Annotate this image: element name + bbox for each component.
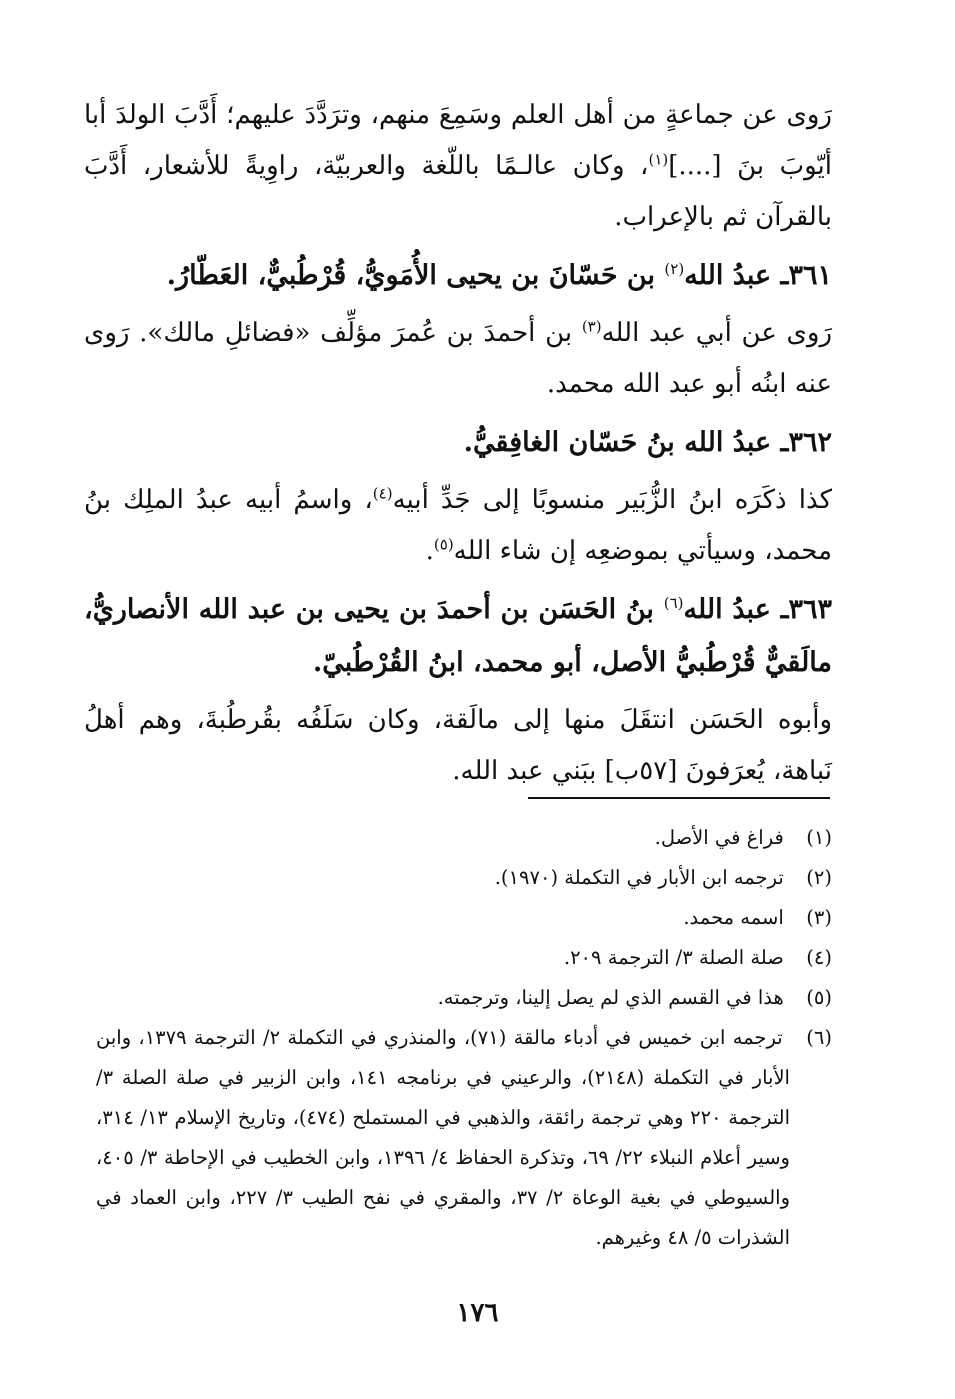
heading-text: بن حَسّانَ بن يحيى الأُمَويُّ، قُرْطُبيٌّ، العَطّارُ. (166, 260, 665, 291)
footnote-number: (٢) (806, 866, 832, 889)
footnote-ref[interactable]: (٦) (663, 594, 684, 612)
paragraph-text: . (425, 536, 434, 566)
footnote-separator (528, 797, 830, 799)
footnote-5 (96, 978, 832, 1018)
footnote-6 (96, 1018, 832, 1258)
footnote-ref[interactable]: (١) (648, 150, 669, 169)
main-text (84, 90, 832, 797)
footnote-text: اسمه محمد. (683, 906, 784, 929)
paragraph-2 (84, 308, 832, 410)
footnote-number: (٤) (806, 946, 832, 969)
paragraph-4 (84, 695, 832, 797)
entry-heading-362 (84, 416, 832, 469)
paragraph-3 (84, 475, 832, 577)
footnote-number: (٥) (806, 986, 832, 1009)
footnote-ref[interactable]: (٤) (372, 484, 393, 503)
footnotes (96, 818, 832, 1258)
footnote-4 (96, 938, 832, 978)
footnote-text: فراغ في الأصل. (654, 826, 784, 849)
footnote-number: (١) (806, 826, 832, 849)
footnote-text: صلة الصلة ٣/ الترجمة ٢٠٩. (563, 946, 784, 969)
heading-text: ٣٦٣ـ عبدُ الله (683, 594, 832, 625)
footnote-text: ترجمه ابن خميس في أدباء مالقة (٧١)، والمنذري في التكملة ٢/ الترجمة ١٣٧٩، وابن الأبار في التكملة (٢١٤٨)، والرعيني في برنامجه ١٤١، وابن الزبير في صلة الصلة ٣/ الترجمة ٢٢٠ وهي ترجمة رائقة، والذهبي في المستملح (٤٧٤)، وتاريخ الإسلام ١٣/ ٣١٤، وسير أعلام النبلاء ٢٢/ ٦٩، وتذكرة الحفاظ ٤/ ١٣٩٦، وابن الخطيب في الإحاطة ٣/ ٤٠٥، والسيوطي في بغية الوعاة ٢/ ٣٧، والمقري في نفح الطيب ٣/ ٢٢٧، وابن العماد في الشذرات ٥/ ٤٨ وغيرهم. (96, 1026, 790, 1249)
paragraph-text: كذا ذكَرَه ابنُ الزُّبَير منسوبًا إلى جَدِّ أبيه (392, 485, 832, 515)
paragraph-text: رَوى عن أبي عبد الله (601, 318, 833, 348)
footnote-3 (96, 898, 832, 938)
heading-text: ٣٦٢ـ عبدُ الله بنُ حَسّان الغافِقيُّ. (463, 427, 832, 458)
entry-heading-361 (84, 249, 832, 302)
footnote-ref[interactable]: (٥) (433, 535, 454, 554)
paragraph-text: بن أحمدَ بن عُمرَ مؤلِّف «فضائلِ مالك». رَوى عنه ابنُه أبو عبد الله محمد. (84, 318, 832, 399)
paragraph-text: وأبوه الحَسَن انتقَلَ منها إلى مالَقة، وكان سَلَفُه بقُرطُبةَ، وهم أهلُ نَباهة، يُعرَفونَ [٥٧ب] ببَني عبد الله. (84, 705, 832, 786)
entry-heading-363 (84, 583, 832, 689)
paragraph-text: رَوى عن جماعةٍ من أهل العلم وسَمِعَ منهم، وترَدَّدَ عليهم؛ أَدَّبَ الولدَ أبا أيّوبَ بنَ [....] (84, 100, 832, 181)
heading-text: ٣٦١ـ عبدُ الله (684, 260, 832, 291)
paragraph-text: ، واسمُ أبيه عبدُ الملِك بنُ محمد، وسيأتي بموضعِه إن شاء الله (84, 485, 832, 566)
footnote-2 (96, 858, 832, 898)
footnote-ref[interactable]: (٣) (581, 317, 602, 336)
footnote-1 (96, 818, 832, 858)
paragraph-1 (84, 90, 832, 243)
footnote-text: هذا في القسم الذي لم يصل إلينا، وترجمته. (437, 986, 784, 1009)
footnote-text: ترجمه ابن الأبار في التكملة (١٩٧٠). (494, 866, 784, 889)
footnote-number: (٦) (806, 1026, 832, 1049)
paragraph-text: ، وكان عالـمًا باللّغة والعربيّة، راوِيةً للأشعار، أَدَّبَ بالقرآن ثم بالإعراب. (84, 151, 832, 232)
footnote-number: (٣) (806, 906, 832, 929)
footnote-ref[interactable]: (٢) (664, 260, 685, 278)
page-number: ١٧٦ (456, 1298, 499, 1328)
heading-text: بنُ الحَسَن بن أحمدَ بن يحيى بن عبد الله الأنصاريُّ، مالَقيٌّ قُرْطُبيُّ الأصل، أبو محمد، ابنُ القُرْطُبيّ. (84, 594, 832, 678)
